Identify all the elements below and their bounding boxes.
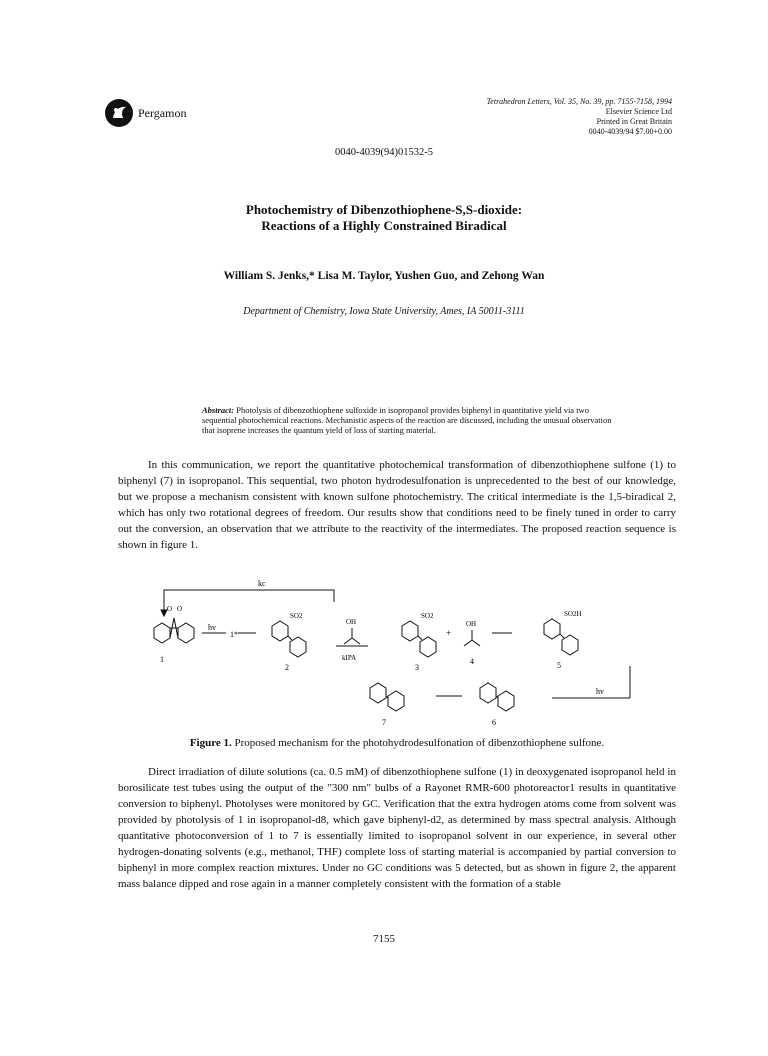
abstract-label: Abstract: xyxy=(202,405,235,415)
page-number: 7155 xyxy=(373,933,395,945)
authors: William S. Jenks,* Lisa M. Taylor, Yushen Guo, and Zehong Wan xyxy=(223,270,545,282)
abstract-text: Photolysis of dibenzothiophene sulfoxide in isopropanol provides biphenyl in quantitative yield via two sequential photochemical reactions. Mechanistic aspects of the reaction are discussed, including the unusual observation that isoprene increases the quantum yield of loss of starting material. xyxy=(202,405,612,435)
oh-label-ipa: OH xyxy=(346,618,357,626)
figure-caption-text: Proposed mechanism for the photohydrodesulfonation of dibenzothiophene sulfone. xyxy=(234,737,605,749)
body-paragraph-1: In this communication, we report the quantitative photochemical transformation of dibenzothiophene sulfone (1) to biphenyl (7) in isopropanol. This sequential, two photon hydrodesulfonation is unprecedented to the best of our knowledge, but we propose a mechanism consistent with known sulfone photochemistry. The critical intermediate is the 1,5-biradical 2, which has only two rotational degrees of freedom. Our results show that conditions need to be finely tuned in order to carry out the conversion, an observation that we attribute to the reactivity of the intermediates. The proposed reaction sequence is shown in figure 1. xyxy=(118,459,676,551)
compound-label-5: 5 xyxy=(557,661,561,670)
so2-label-3: SO2 xyxy=(421,612,434,620)
reaction-scheme xyxy=(140,578,660,728)
printed-line: Printed in Great Britain xyxy=(596,117,672,126)
pergamon-logo xyxy=(104,98,134,128)
affiliation: Department of Chemistry, Iowa State University, Ames, IA 50011-3111 xyxy=(243,306,525,317)
title-line-1: Photochemistry of Dibenzothiophene-S,S-dioxide: xyxy=(245,202,523,217)
title-line-2: Reactions of a Highly Constrained Biradical xyxy=(261,218,507,233)
oh-label-4: OH xyxy=(466,620,477,628)
hv-label-2: hv xyxy=(596,687,604,696)
o-label-right: O xyxy=(177,605,183,613)
doi: 0040-4039(94)01532-5 xyxy=(335,147,433,158)
compound-label-2: 2 xyxy=(285,663,289,672)
figure-caption xyxy=(118,737,676,749)
paper-title xyxy=(0,202,768,234)
so2h-label: SO2H xyxy=(564,610,582,618)
compound-label-7: 7 xyxy=(382,718,386,727)
compound-label-6: 6 xyxy=(492,718,496,727)
hv-label-1: hv xyxy=(208,623,216,632)
kc-label: kc xyxy=(258,579,266,588)
compound-label-4: 4 xyxy=(470,657,474,666)
publisher-name: Pergamon xyxy=(138,106,187,120)
kipa-label: kIPA xyxy=(342,654,357,662)
publication-info xyxy=(487,97,672,137)
issn-line: 0040-4039/94 $7.00+0.00 xyxy=(588,127,672,136)
o-label-left: O xyxy=(167,605,173,613)
figure-label: Figure 1. xyxy=(189,737,232,749)
body-paragraph-2: Direct irradiation of dilute solutions (ca. 0.5 mM) of dibenzothiophene sulfone (1) in deoxygenated isopropanol held in borosilicate test tubes using the output of the "300 nm" bulbs of a Rayonet RMR-600 photoreactor1 results in quantitative conversion to biphenyl. Photolyses were monitored by GC. Verification that the extra hydrogen atoms come from solvent was provided by photolysis of 1 in isopropanol-d8, which gave biphenyl-d2, as determined by mass spectral analysis. Although quantitative photoconversion of 1 to 7 is essentially limited to isopropanol solvent in our experience, in several other hydrogen-donating solvents (e.g., methanol, THF) complete loss of starting material is accompanied by partial conversion to biphenyl in more complex reaction mixtures. Under no GC conditions was 5 detected, but as shown in figure 2, the apparent mass balance dipped and rose again in a manner completely consistent with the formation of a stable xyxy=(118,766,676,890)
abstract xyxy=(202,405,622,435)
publisher-line: Elsevier Science Ltd xyxy=(605,107,672,116)
compound-label-1: 1 xyxy=(160,655,164,664)
so2-label-2: SO2 xyxy=(290,612,303,620)
compound-label-3: 3 xyxy=(415,663,419,672)
plus-sign: + xyxy=(446,628,452,638)
journal-citation: Tetrahedron Letters, Vol. 35, No. 39, pp. 7155-7158, 1994 xyxy=(486,97,672,106)
excited-state-label: 1* xyxy=(230,630,238,639)
